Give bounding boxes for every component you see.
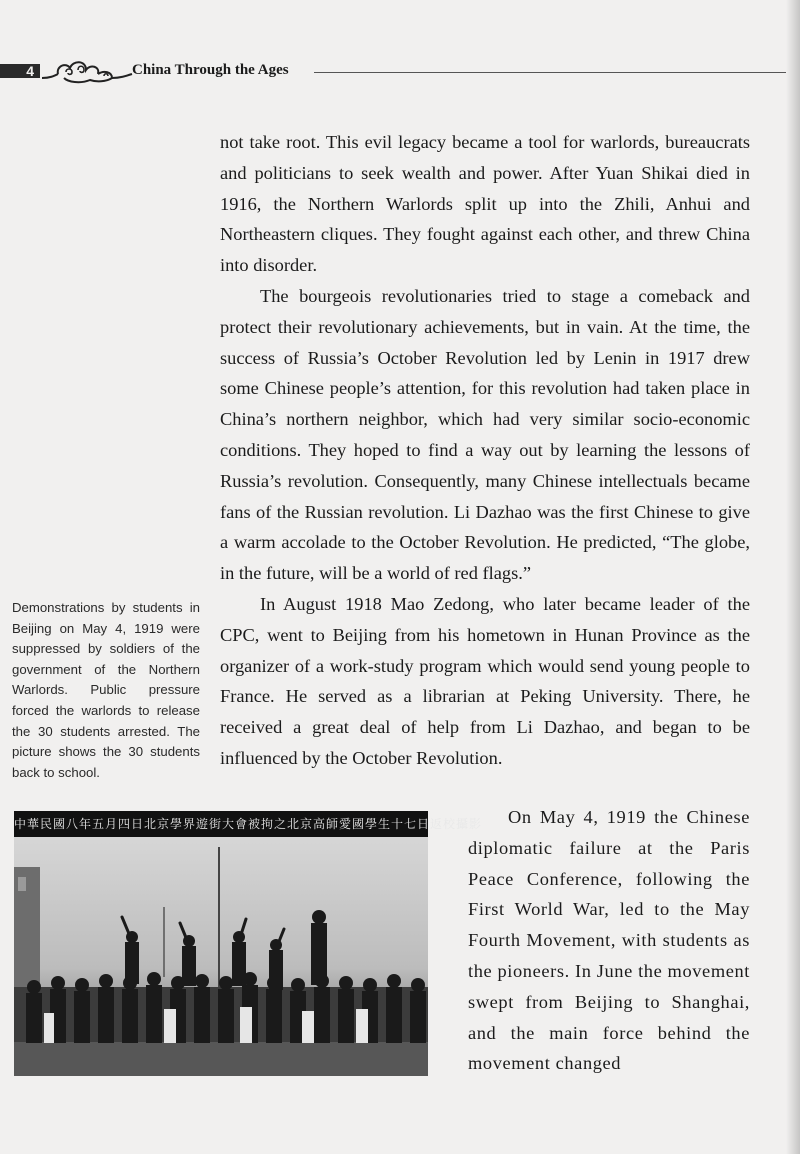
auspicious-cloud-icon xyxy=(40,56,132,86)
paragraph: On May 4, 1919 the Chinese diplomatic failure at the Paris Peace Conference, following the First World War, led to the May Fourth Movement, with students as the pioneers. In June the movement swept from Beijing to Shanghai, and the main force behind the movement changed xyxy=(468,807,750,1074)
running-title: China Through the Ages xyxy=(132,62,289,78)
main-text-upper xyxy=(220,127,750,774)
paragraph: not take root. This evil legacy became a tool for warlords, bureaucrats and politicians to seek wealth and power. After Yuan Shikai died in 1916, the Northern Warlords split up into the Zhili, Anhui and Northeastern cliques. They fought against each other, and threw China into disorder. xyxy=(220,132,750,276)
paragraph: The bourgeois revolutionaries tried to stage a comeback and protect their revolutionary achievements, but in vain. At the time, the success of Russia’s October Revolution led by Lenin in 1917 drew some Chinese people’s attention, for this revolution had taken place in China’s northern neighbor, which had very similar socio-economic conditions. They hoped to find a way out by learning the lessons of Russia’s revolution. Consequently, many Chinese intellectuals became fans of the Russian revolution. Li Dazhao was the first Chinese to give a warm accolade to the October Revolution. He predicted, “The globe, in the future, will be a world of red flags.” xyxy=(220,285,750,584)
page-number: 4 xyxy=(0,64,40,78)
page-edge-shadow xyxy=(786,0,800,1154)
photo-caption: Demonstrations by students in Beijing on May 4, 1919 were suppressed by soldiers of the government of the Northern Warlords. Public pressure forced the warlords to release the 30 students arrested. The picture shows the 30 students back to school. xyxy=(12,600,200,780)
running-header xyxy=(0,56,800,90)
main-text-lower xyxy=(468,802,750,1079)
header-rule xyxy=(314,72,786,73)
historical-photo xyxy=(14,811,483,1076)
students-photo-illustration xyxy=(14,837,428,1076)
paragraph: In August 1918 Mao Zedong, who later became leader of the CPC, went to Beijing from his hometown in Hunan Province as the organizer of a work-study program which would send young people to France. He served as a librarian at Peking University. There, he received a great deal of help from Li Dazhao, and began to be influenced by the October Revolution. xyxy=(220,593,750,768)
photo-inscription: 中華民國八年五月四日北京學界遊街大會被拘之北京高師愛國學生十七日返校攝影 xyxy=(14,817,483,831)
